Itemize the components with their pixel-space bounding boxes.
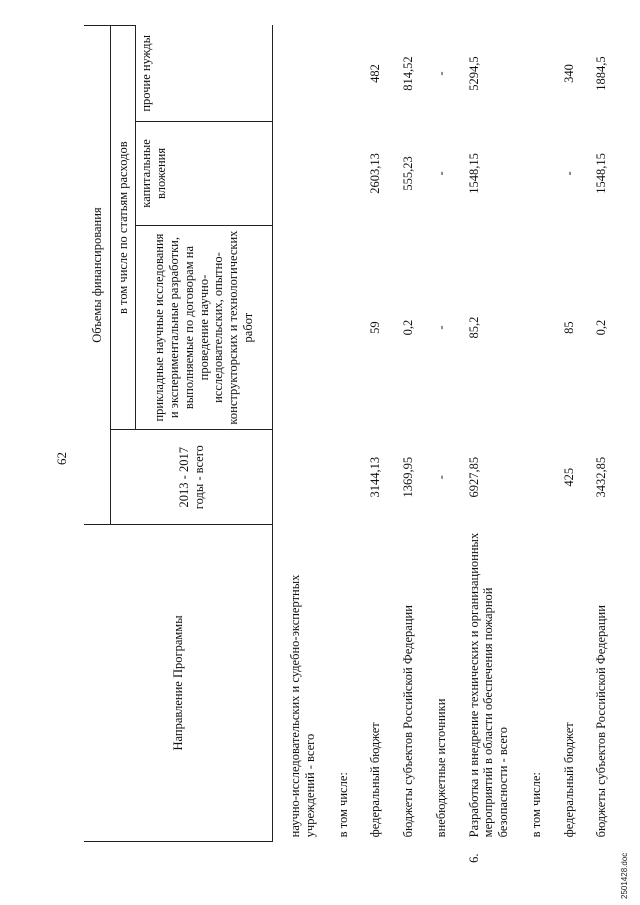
row-label: федеральный бюджет [368,722,383,838]
row-rd: 59 [368,321,383,334]
row-other: 482 [368,64,383,83]
table-row [591,26,612,876]
table-row [526,26,547,876]
table-row [333,26,354,876]
row-label: бюджеты субъектов Российской Федерации [401,605,415,838]
row-number [559,841,580,875]
table-row [285,26,321,876]
row-capital: 1548,15 [466,153,481,194]
header-num-cell [84,841,273,875]
header-funding-volumes: Объемы финансирования [84,26,111,525]
row-total: 3144,13 [368,456,383,498]
row-rd: - [433,325,448,330]
table-row [559,26,580,876]
row-label: в том числе: [528,772,543,838]
row-capital [526,122,547,226]
header-other: прочие нужды [136,26,273,122]
row-capital: - [433,171,448,176]
row-capital: 555,23 [401,156,415,191]
row-total [526,430,547,525]
row-number [431,841,452,875]
row-label: федеральный бюджет [561,722,576,838]
row-other [526,26,547,122]
table-row [365,26,386,876]
row-capital: 1548,15 [594,153,609,194]
header-capital: капитальные вложения [136,122,273,226]
header-total: 2013 - 2017 годы - всего [111,430,273,525]
table-row [431,26,452,876]
header-direction: Направление Программы [84,525,273,842]
row-total [285,430,321,525]
row-rd: 85 [561,321,576,334]
row-label: в том числе: [335,772,350,838]
row-other [333,26,354,122]
row-total: 1369,95 [401,456,415,498]
row-number [285,841,321,875]
row-label: Разработка и внедрение технических и организационных мероприятий в области обеспечения пожарной безопасности - всего [466,532,510,838]
row-rd: 85,2 [466,316,481,339]
row-capital: 2603,13 [368,153,383,194]
table-row [398,26,419,876]
row-other: 1884,5 [594,56,609,91]
row-capital [333,122,354,226]
footer-doc-code: 2501428.doc [620,852,629,899]
row-capital: - [561,171,576,176]
row-number: 6. [466,853,481,863]
row-total [333,430,354,525]
row-rd: 0,2 [401,319,415,336]
row-total: 3432,85 [594,456,609,498]
row-other: - [433,71,448,76]
funding-table [84,25,624,875]
row-rd [526,225,547,430]
row-number [398,841,419,875]
row-label: внебюджетные источники [433,698,448,838]
row-number [591,841,612,875]
row-rd [333,225,354,430]
row-label: научно-исследовательских и судебно-экспертных учреждений - всего [288,574,317,838]
row-number [365,841,386,875]
row-other [285,26,321,122]
header-by-expense: в том числе по статьям расходов [111,26,136,430]
row-rd: 0,2 [594,319,609,336]
row-capital [285,122,321,226]
row-other: 814,52 [401,56,415,91]
row-total: - [433,475,448,480]
row-label: бюджеты субъектов Российской Федерации [594,605,609,838]
row-rd [285,225,321,430]
table-body [273,26,625,876]
table-row [464,26,514,876]
row-number [526,841,547,875]
row-total: 425 [561,467,576,487]
row-total: 6927,85 [466,456,481,498]
row-number [333,841,354,875]
row-other: 5294,5 [466,56,481,91]
page-number: 62 [54,452,69,465]
row-other: 340 [561,64,576,83]
header-rd: прикладные научные исследования и экспериментальные разработки, выполняемые по договорам на проведение научно-исследовательских, опытно-конструкторских и технологических работ [136,225,273,430]
